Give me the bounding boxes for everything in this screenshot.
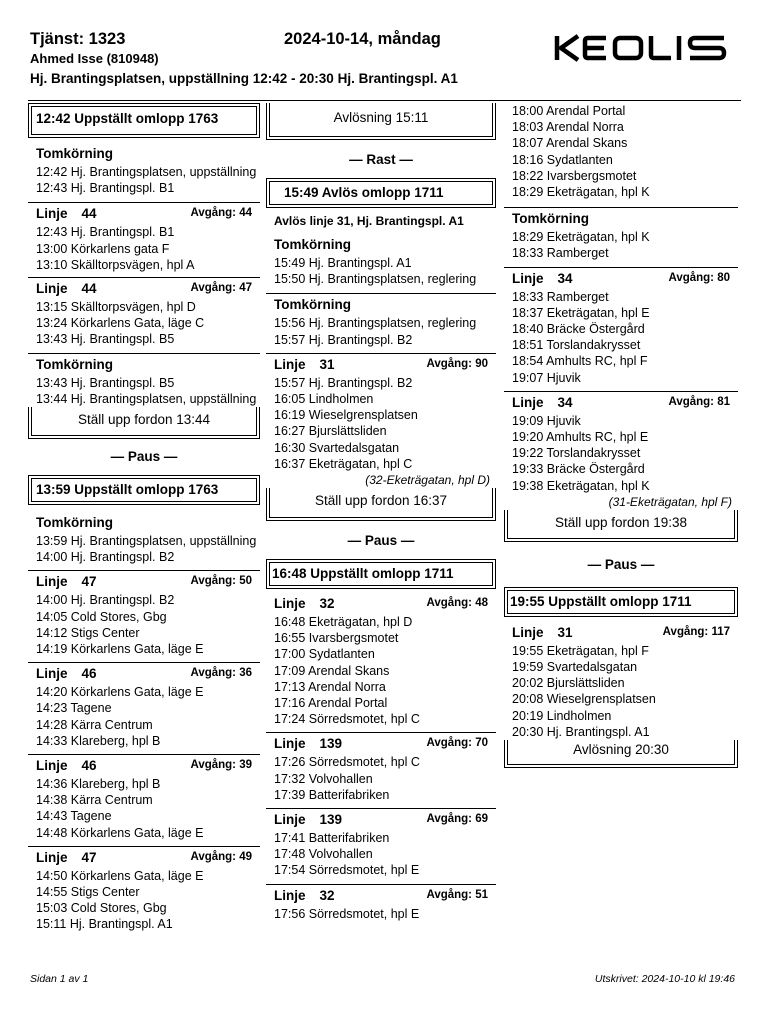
stop-row: 20:08 Wieselgrensplatsen (512, 692, 656, 707)
vehicle-start-box: 16:48 Uppställt omlopp 1711 (266, 559, 496, 589)
stop-row: 17:00 Sydatlanten (274, 647, 375, 662)
stop-row: 20:02 Bjurslättsliden (512, 676, 625, 691)
section-title: Tomkörning (36, 356, 113, 372)
stop-row: 14:00 Hj. Brantingspl. B2 (36, 550, 175, 565)
section-title: Tomkörning (512, 211, 589, 227)
stop-row: 12:43 Hj. Brantingspl. B1 (36, 225, 175, 240)
stop-row: 17:24 Sörredsmotet, hpl C (274, 712, 420, 727)
break-label: — Rast — (349, 152, 413, 167)
line-number: 47 (81, 574, 97, 590)
stop-row: 16:48 Eketrägatan, hpl D (274, 615, 413, 630)
stop-row: 19:22 Torslandakrysset (512, 446, 641, 461)
line-section (28, 846, 260, 933)
stop-row: 18:40 Bräcke Östergård (512, 322, 645, 337)
line-header: Linje 46 Avgång: 36 (28, 663, 260, 684)
line-section (28, 277, 260, 348)
line-number: 47 (81, 849, 97, 865)
deadhead-section (266, 293, 496, 347)
vehicle-start-box: 12:42 Uppställt omlopp 1763 (28, 103, 260, 138)
line-continuation (504, 103, 738, 200)
stop-row: 15:49 Hj. Brantingspl. A1 (274, 256, 412, 270)
stop-row: 13:00 Körkarlens gata F (36, 241, 170, 256)
page-number: Sidan 1 av 1 (30, 973, 89, 985)
departure-number: Avgång: 49 (190, 850, 252, 863)
relief-box: Avlösning 20:30 (504, 740, 738, 768)
line-header: Linje 32 Avgång: 51 (266, 885, 496, 906)
duty-title: Tjänst: 1323 (30, 30, 126, 48)
stop-row: 15:57 Hj. Brantingspl. B2 (274, 332, 413, 347)
stop-row: 13:43 Hj. Brantingspl. B5 (36, 375, 175, 390)
line-section (504, 622, 738, 740)
stop-row: 13:43 Hj. Brantingspl. B5 (36, 332, 175, 347)
stop-row: 15:57 Hj. Brantingspl. B2 (274, 375, 413, 390)
stop-row: 14:19 Körkarlens Gata, läge E (36, 642, 204, 657)
park-vehicle-box: Ställ upp fordon 13:44 (28, 407, 260, 439)
vehicle-start-box: 13:59 Uppställt omlopp 1763 (28, 475, 260, 505)
column-1 (28, 103, 260, 933)
section-title: Tomkörning (36, 515, 113, 531)
header-divider (28, 100, 741, 101)
relief-vehicle-box: 15:49 Avlös omlopp 1711 (266, 178, 496, 208)
stop-row: 15:03 Cold Stores, Gbg (36, 901, 167, 916)
continuation-note: (32-Eketrägatan, hpl D) (365, 473, 490, 488)
line-number: 32 (319, 596, 335, 612)
stop-row: 16:30 Svartedalsgatan (274, 440, 400, 455)
stop-row: 14:38 Kärra Centrum (36, 793, 153, 808)
stop-row: 19:38 Eketrägatan, hpl K (512, 478, 650, 493)
stop-row: 18:54 Amhults RC, hpl F (512, 354, 648, 369)
section-title: Tomkörning (274, 237, 351, 252)
line-number: 44 (81, 281, 97, 297)
line-section (266, 884, 496, 922)
stop-row: 18:03 Arendal Norra (512, 120, 624, 135)
stop-row: 14:28 Kärra Centrum (36, 717, 153, 732)
line-section (28, 202, 260, 273)
stop-row: 18:33 Ramberget (512, 289, 609, 304)
stop-row: 15:11 Hj. Brantingspl. A1 (36, 917, 173, 932)
stop-row: 16:19 Wieselgrensplatsen (274, 408, 418, 423)
line-number: 46 (81, 666, 97, 682)
stop-row: 14:23 Tagene (36, 701, 112, 716)
line-number: 32 (319, 887, 335, 903)
park-vehicle-box: Ställ upp fordon 19:38 (504, 510, 738, 542)
stop-row: 13:44 Hj. Brantingsplatsen, uppställning (36, 391, 257, 406)
line-header: Linje 46 Avgång: 39 (28, 755, 260, 776)
line-section (266, 353, 496, 488)
duty-date: 2024-10-14, måndag (284, 30, 441, 48)
line-header: Linje 31 Avgång: 117 (504, 622, 738, 643)
stop-row: 14:43 Tagene (36, 809, 112, 824)
deadhead-section (28, 353, 260, 407)
break-label: — Paus — (347, 533, 415, 549)
line-header: Linje 31 Avgång: 90 (266, 354, 496, 375)
column-2 (266, 103, 496, 922)
break-label: — Paus — (110, 449, 178, 465)
stop-row: 17:56 Sörredsmotet, hpl E (274, 906, 420, 921)
stop-row: 18:29 Eketrägatan, hpl K (512, 185, 650, 200)
departure-number: Avgång: 51 (426, 888, 488, 901)
stop-row: 19:09 Hjuvik (512, 413, 581, 428)
stop-row: 17:48 Volvohallen (274, 847, 373, 862)
stop-row: 16:05 Lindholmen (274, 392, 374, 407)
stop-row: 14:50 Körkarlens Gata, läge E (36, 868, 204, 883)
stop-row: 14:00 Hj. Brantingspl. B2 (36, 593, 175, 608)
line-section (28, 754, 260, 841)
vehicle-start-box: 19:55 Uppställt omlopp 1711 (504, 587, 738, 617)
stop-row: 16:55 Ivarsbergsmotet (274, 631, 399, 646)
stop-row: 18:22 Ivarsbergsmotet (512, 168, 637, 183)
driver-name: Ahmed Isse (810948) (30, 51, 159, 66)
departure-number: Avgång: 69 (426, 813, 488, 826)
departure-number: Avgång: 36 (190, 667, 252, 680)
line-header: Linje 47 Avgång: 50 (28, 571, 260, 592)
line-number: 34 (557, 270, 573, 286)
stop-row: 14:36 Klareberg, hpl B (36, 777, 161, 792)
section-title: Tomkörning (274, 297, 351, 313)
line-section (28, 662, 260, 749)
stop-row: 12:43 Hj. Brantingspl. B1 (36, 181, 175, 196)
line-header: Linje 47 Avgång: 49 (28, 847, 260, 868)
stop-row: 18:29 Eketrägatan, hpl K (512, 230, 650, 245)
line-number: 44 (81, 206, 97, 222)
stop-row: 15:56 Hj. Brantingsplatsen, reglering (274, 316, 477, 331)
deadhead-section (28, 143, 260, 196)
stop-row: 14:12 Stigs Center (36, 625, 140, 640)
line-section (266, 593, 496, 727)
stop-row: 14:48 Körkarlens Gata, läge E (36, 825, 204, 840)
stop-row: 15:50 Hj. Brantingsplatsen, reglering (274, 272, 477, 287)
departure-number: Avgång: 80 (668, 271, 730, 284)
stop-row: 12:42 Hj. Brantingsplatsen, uppställning (36, 165, 257, 179)
stop-row: 18:33 Ramberget (512, 246, 609, 261)
stop-row: 19:55 Eketrägatan, hpl F (512, 643, 649, 658)
departure-number: Avgång: 70 (426, 737, 488, 750)
departure-number: Avgång: 47 (190, 282, 252, 295)
stop-row: 17:13 Arendal Norra (274, 679, 386, 694)
line-section (504, 267, 738, 386)
stop-row: 14:20 Körkarlens Gata, läge E (36, 685, 204, 700)
stop-row: 14:05 Cold Stores, Gbg (36, 609, 167, 624)
stop-row: 17:26 Sörredsmotet, hpl C (274, 755, 420, 770)
line-header: Linje 34 Avgång: 80 (504, 268, 738, 289)
stop-row: 16:37 Eketrägatan, hpl C (274, 456, 413, 471)
line-header: Linje 139 Avgång: 69 (266, 809, 496, 830)
stop-row: 17:16 Arendal Portal (274, 696, 388, 711)
departure-number: Avgång: 81 (668, 395, 730, 408)
line-header: Linje 139 Avgång: 70 (266, 733, 496, 754)
deadhead-section (28, 512, 260, 565)
line-section (28, 570, 260, 657)
stop-row: 20:30 Hj. Brantingspl. A1 (512, 724, 650, 739)
deadhead-section (266, 234, 496, 287)
keolis-logo (554, 33, 728, 63)
relief-instruction: Avlös linje 31, Hj. Brantingspl. A1 (274, 214, 464, 228)
stop-row: 17:54 Sörredsmotet, hpl E (274, 863, 420, 878)
line-number: 34 (557, 394, 573, 410)
line-number: 139 (319, 812, 343, 828)
break-label: — Paus — (587, 556, 655, 572)
departure-number: Avgång: 90 (426, 357, 488, 370)
line-header: Linje 44 Avgång: 47 (28, 278, 260, 299)
shift-summary: Hj. Brantingsplatsen, uppställning 12:42 - 20:30 Hj. Brantingspl. A1 (30, 71, 458, 86)
stop-row: 18:07 Arendal Skans (512, 136, 628, 151)
stop-row: 13:24 Körkarlens Gata, läge C (36, 316, 205, 331)
line-header: Linje 44 Avgång: 44 (28, 203, 260, 224)
stop-row: 14:55 Stigs Center (36, 885, 140, 900)
line-number: 46 (81, 758, 97, 774)
stop-row: 18:16 Sydatlanten (512, 152, 613, 167)
stop-row: 20:19 Lindholmen (512, 708, 612, 723)
departure-number: Avgång: 48 (426, 597, 488, 610)
stop-row: 18:37 Eketrägatan, hpl E (512, 305, 650, 320)
stop-row: 13:10 Skälltorpsvägen, hpl A (36, 257, 195, 272)
stop-row: 18:51 Torslandakrysset (512, 338, 641, 353)
line-header: Linje 34 Avgång: 81 (504, 392, 738, 413)
line-number: 31 (319, 356, 335, 372)
stop-row: 13:59 Hj. Brantingsplatsen, uppställning (36, 534, 257, 549)
stop-row: 17:41 Batterifabriken (274, 831, 390, 846)
line-number: 31 (557, 624, 573, 640)
stop-row: 19:33 Bräcke Östergård (512, 462, 645, 477)
section-title: Tomkörning (36, 146, 113, 161)
line-section (504, 391, 738, 510)
stop-row: 16:27 Bjurslättsliden (274, 424, 387, 439)
park-vehicle-box: Ställ upp fordon 16:37 (266, 488, 496, 521)
column-3 (504, 103, 738, 768)
stop-row: 19:59 Svartedalsgatan (512, 660, 638, 675)
stop-row: 13:15 Skälltorpsvägen, hpl D (36, 300, 196, 315)
stop-row: 19:20 Amhults RC, hpl E (512, 430, 649, 445)
stop-row: 17:09 Arendal Skans (274, 663, 390, 678)
continuation-note: (31-Eketrägatan, hpl F) (608, 494, 732, 509)
line-section (266, 732, 496, 803)
line-header: Linje 32 Avgång: 48 (266, 593, 496, 614)
deadhead-section (504, 207, 738, 261)
departure-number: Avgång: 39 (190, 759, 252, 772)
line-section (266, 808, 496, 879)
relief-box: Avlösning 15:11 (266, 103, 496, 140)
stop-row: 17:39 Batterifabriken (274, 787, 390, 802)
departure-number: Avgång: 117 (662, 625, 730, 638)
departure-number: Avgång: 44 (190, 207, 252, 220)
departure-number: Avgång: 50 (190, 575, 252, 588)
line-number: 139 (319, 736, 343, 752)
stop-row: 18:00 Arendal Portal (512, 104, 626, 118)
stop-row: 19:07 Hjuvik (512, 370, 581, 385)
stop-row: 17:32 Volvohallen (274, 771, 373, 786)
print-timestamp: Utskrivet: 2024-10-10 kl 19:46 (594, 973, 735, 985)
stop-row: 14:33 Klareberg, hpl B (36, 733, 161, 748)
